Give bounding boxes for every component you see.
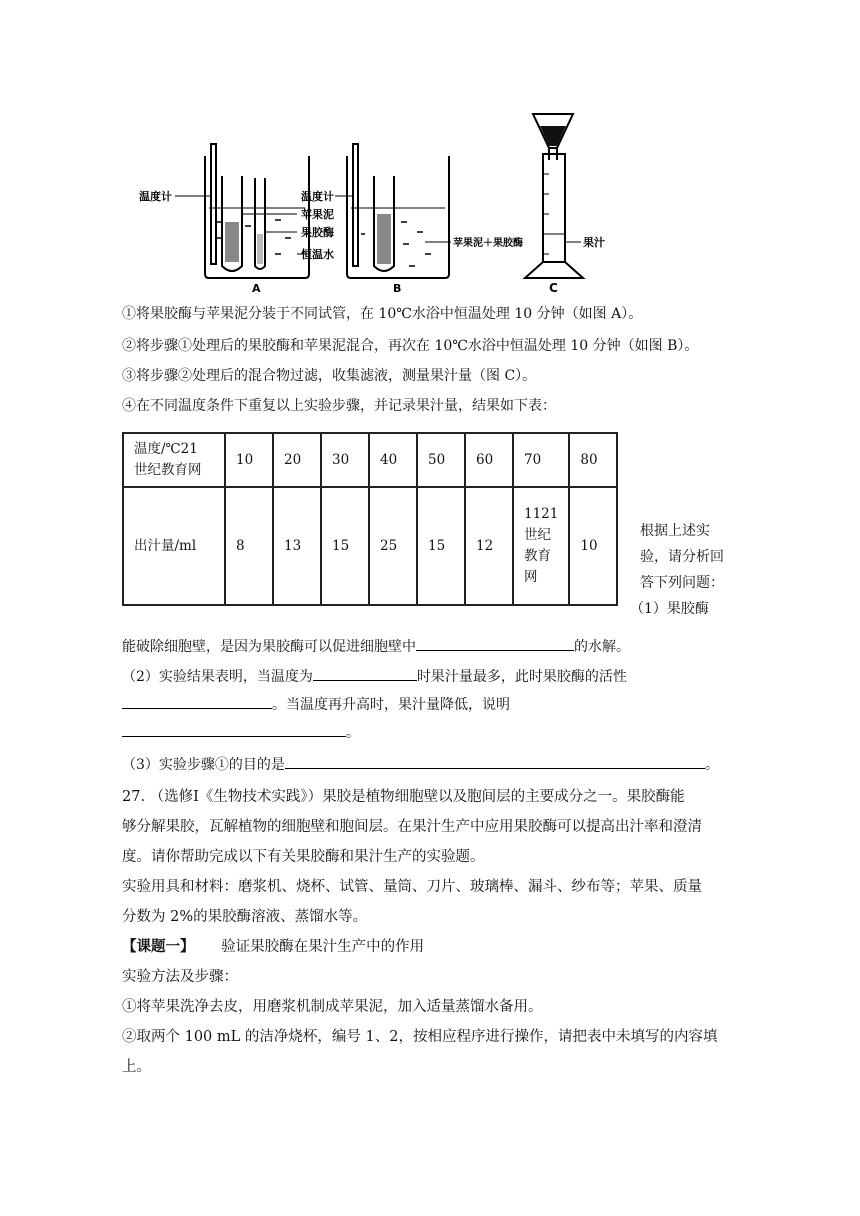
- method-step-1: ①将苹果洗净去皮，用磨浆机制成苹果泥，加入适量蒸馏水备用。: [122, 999, 543, 1015]
- juice-header-cell: 出汁量/ml: [123, 487, 225, 605]
- table-cell: 40: [369, 433, 417, 487]
- cell-line: 教育: [524, 548, 551, 564]
- materials-line: 实验用具和材料：磨浆机、烧杯、试管、量筒、刀片、玻璃棒、漏斗、纱布等；苹果、质量: [122, 879, 702, 895]
- caption-b: B: [393, 282, 402, 295]
- paragraph-line: 够分解果胶，瓦解植物的细胞壁和胞间层。在果汁生产中应用果胶酶可以提高出汁率和澄清: [122, 819, 702, 835]
- step-4: ④在不同温度条件下重复以上实验步骤，并记录果汁量，结果如下表：: [122, 398, 556, 414]
- temperature-header-cell: [123, 433, 225, 487]
- caption-a: A: [252, 282, 261, 295]
- label-pectinase: 果胶酶: [301, 226, 334, 239]
- cell-line: 1121: [524, 506, 559, 522]
- q2-text: 时果汁量最多，此时果胶酶的活性: [416, 669, 627, 685]
- topic-title: 验证果胶酶在果汁生产中的作用: [221, 939, 425, 955]
- q1-text-end: 的水解。: [574, 639, 630, 655]
- topic-heading: [122, 932, 742, 962]
- side-note-line: 验，请分析回: [640, 549, 724, 565]
- paragraph-line: 度。请你帮助完成以下有关果胶酶和果汁生产的实验题。: [122, 849, 485, 865]
- topic-tag: 【课题一】: [122, 938, 195, 955]
- question-27-paragraph: [122, 782, 742, 1082]
- answer-blank[interactable]: [416, 636, 574, 651]
- method-heading: 实验方法及步骤：: [122, 969, 238, 985]
- table-cell: 15: [417, 487, 465, 605]
- temperature-header-line: 温度/℃21: [134, 441, 198, 457]
- table-cell: 80: [569, 433, 617, 487]
- question-1: [122, 636, 630, 657]
- q1-text: 能破除细胞壁，是因为果胶酶可以促进细胞壁中: [122, 639, 416, 655]
- table-cell-70: [513, 487, 569, 605]
- method-step-2: ②取两个 100 mL 的洁净烧杯，编号 1、2，按相应程序进行操作，请把表中未填写的内容填: [122, 1029, 718, 1045]
- results-table: [122, 432, 618, 606]
- table-cell: 60: [465, 433, 513, 487]
- question-2-cont: [122, 694, 510, 715]
- table-cell: 8: [225, 487, 273, 605]
- table-row: [123, 433, 617, 487]
- step-2: ②将步骤①处理后的果胶酶和苹果泥混合，再次在 10℃水浴中恒温处理 10 分钟（如图 B）。: [122, 338, 699, 354]
- question-3: [122, 754, 719, 775]
- materials-line: 分数为 2%的果胶酶溶液、蒸馏水等。: [122, 909, 368, 925]
- paragraph-line: 27. （选修Ⅰ《生物技术实践》）果胶是植物细胞壁以及胞间层的主要成分之一。果胶酶能: [122, 789, 685, 805]
- cell-line: 世纪: [524, 527, 551, 543]
- side-note-line: 答下列问题：: [640, 575, 724, 591]
- table-cell: 10: [225, 433, 273, 487]
- label-puree-plus-enzyme: 苹果泥＋果胶酶: [453, 238, 523, 249]
- answer-blank[interactable]: [313, 666, 417, 681]
- question-2: [122, 666, 627, 687]
- table-cell: 13: [273, 487, 321, 605]
- table-cell: 20: [273, 433, 321, 487]
- q2-text: 。当温度再升高时，果汁量降低，说明: [272, 697, 510, 713]
- method-step-2-cont: 上。: [122, 1059, 151, 1075]
- cell-line: 网: [524, 569, 538, 585]
- answer-blank[interactable]: [285, 754, 705, 769]
- table-row: [123, 487, 617, 605]
- side-note: [630, 518, 724, 622]
- table-cell: 30: [321, 433, 369, 487]
- q3-text: 。: [704, 757, 719, 773]
- question-2-cont2: [122, 722, 360, 743]
- experiment-apparatus-figure: [125, 104, 605, 296]
- q2-text: 。: [346, 725, 360, 741]
- answer-blank[interactable]: [122, 694, 272, 709]
- q3-text: （3）实验步骤①的目的是: [122, 757, 285, 773]
- table-cell: 15: [321, 487, 369, 605]
- answer-blank[interactable]: [122, 722, 346, 737]
- label-apple-puree: 苹果泥: [301, 208, 334, 221]
- step-1: ①将果胶酶与苹果泥分装于不同试管，在 10℃水浴中恒温处理 10 分钟（如图 A）。: [122, 306, 643, 322]
- table-cell: 70: [513, 433, 569, 487]
- label-juice: 果汁: [583, 236, 605, 249]
- caption-c: C: [549, 281, 558, 295]
- label-thermometer-b: 温度计: [301, 190, 334, 203]
- q2-text: （2）实验结果表明，当温度为: [122, 669, 313, 685]
- step-3: ③将步骤②处理后的混合物过滤，收集滤液，测量果汁量（图 C）。: [122, 368, 537, 384]
- side-note-line: 根据上述实: [640, 523, 710, 539]
- temperature-header-line: 世纪教育网: [134, 462, 202, 478]
- table-cell: 10: [569, 487, 617, 605]
- table-cell: 12: [465, 487, 513, 605]
- side-note-line: （1）果胶酶: [630, 601, 709, 617]
- table-cell: 50: [417, 433, 465, 487]
- table-cell: 25: [369, 487, 417, 605]
- label-constant-temp-water: 恒温水: [301, 248, 334, 261]
- label-thermometer-a: 温度计: [139, 190, 172, 203]
